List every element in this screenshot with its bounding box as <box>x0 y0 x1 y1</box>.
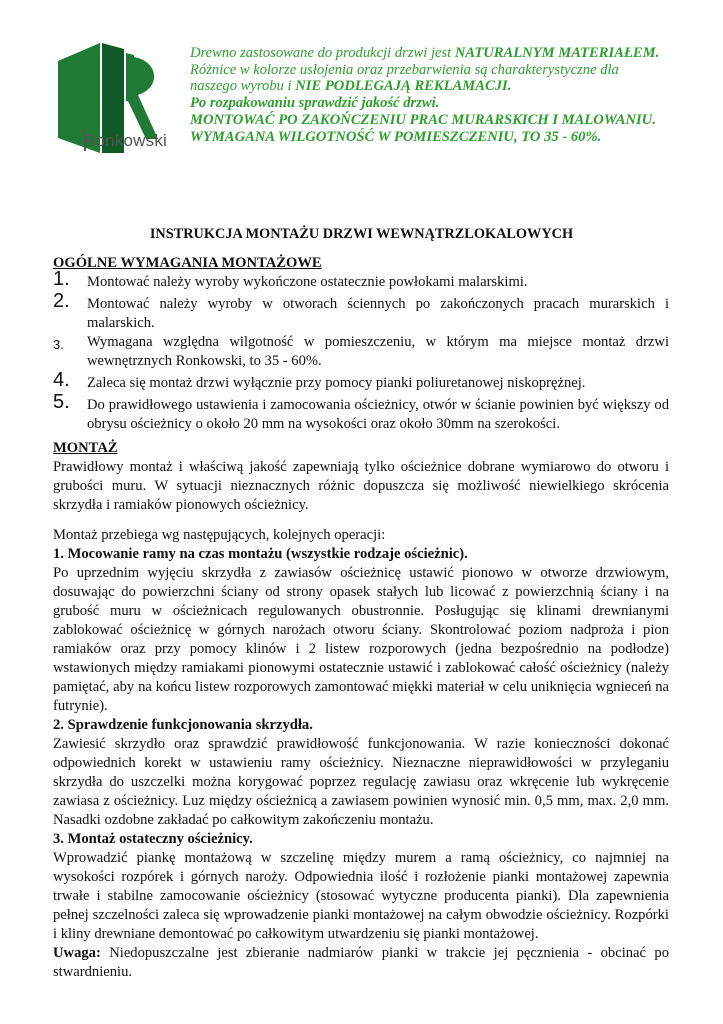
list-item <box>53 391 669 434</box>
warning-block <box>190 45 660 145</box>
list-item-text: Zaleca się montaż drzwi wyłącznie przy pomocy pianki poliuretanowej niskoprężnej. <box>87 375 586 391</box>
list-item <box>53 369 669 393</box>
step-3-title: 3. Montaż ostateczny ościeżnicy. <box>53 831 253 847</box>
warning-line-material <box>190 45 660 62</box>
step-2-title: 2. Sprawdzenie funkcjonowania skrzydła. <box>53 717 313 733</box>
document-title: INSTRUKCJA MONTAŻU DRZWI WEWNĄTRZLOKALOWYCH <box>149 226 574 242</box>
list-item <box>53 333 669 371</box>
spacer <box>53 515 669 526</box>
list-item-number: 2. <box>53 290 70 312</box>
step-3-text: Wprowadzić piankę montażową w szczelinę między murem a ramą ościeżnicy, co najmniej na wysokości rozpórek i górnych naroży. Odpowiednia ilość i rozłożenie pianki montażowej zapewnia trwałe i stabilne zamocowanie ościeżnicy (stosować wytyczne producenta pianki). Dla zapewnienia pełnej szczelności zaleca się wprowadzenie pianki montażowej na całym obwodzie ościeżnicy. Rozpórki i kliny drewniane demontować po całkowitym utwardzeniu się pianki montażowej. <box>53 850 669 942</box>
list-item-number: 4. <box>53 369 70 391</box>
note-text: Niedopuszczalne jest zbieranie nadmiarów pianki w trakcie jej pęcznienia - obcinać po stwardnieniu. <box>53 945 669 980</box>
logo-brand-text: Ronkowski <box>83 131 167 150</box>
warning-line-humidity: WYMAGANA WILGOTNOŚĆ W POMIESZCZENIU, TO 35 - 60%. <box>190 128 602 145</box>
list-item-text: Do prawidłowego ustawienia i zamocowania ościeżnicy, otwór w ścianie powinien być większy od obrysu ościeżnicy o około 20 mm na wysokości oraz około 30mm na szerokości. <box>87 397 669 432</box>
warning-line-check: Po rozpakowaniu sprawdzić jakość drzwi. <box>190 95 440 112</box>
warning-line-mount: MONTOWAĆ PO ZAKOŃCZENIU PRAC MURARSKICH I MALOWANIU. <box>190 111 656 128</box>
step-1-text: Po uprzednim wyjęciu skrzydła z zawiasów ościeżnicę ustawić pionowo w otworze drzwiowym, dosuwając do powierzchni ściany od strony opasek stałych lub licować z powierzchnią ściany i na grubość muru w ościeżnicach regulowanych obustronnie. Posługując się klinami drewnianymi zablokować ościeżnicę w górnych narożach otworu ściany. Skontrolować poziom nadproża i pion ramiaków oraz przy pomocy klinów i 2 listew rozporowych (jedna bezpośrednio na podłodze) wstawionych między ramiakami pionowymi ostatecznie ustawić i zablokować całość ościeżnicy (należy pamiętać, aby na końcu listew rozporowych zamontować miękki materiał w celu uniknięcia wgnieceń na futrynie). <box>53 565 669 714</box>
list-item <box>53 290 669 333</box>
general-requirements-heading: OGÓLNE WYMAGANIA MONTAŻOWE <box>53 255 322 271</box>
document-body <box>53 254 669 982</box>
list-item-text: Montować należy wyroby w otworach ściennych po zakończonych pracach murarskich i malarskich. <box>87 296 669 331</box>
list-item-number: 5. <box>53 391 70 413</box>
list-item-text: Wymagana względna wilgotność w pomieszczeniu, w którym ma miejsce montaż drzwi wewnętrznych Ronkowski, to 35 - 60%. <box>87 334 669 369</box>
warning-color-bold: NIE PODLEGAJĄ REKLAMACJI. <box>295 78 512 95</box>
montaz-heading: MONTAŻ <box>53 440 118 456</box>
warning-color-text: Różnice w kolorze usłojenia oraz przebarwienia są charakterystyczne dla naszego wyrobu i <box>190 61 619 95</box>
list-item-text: Montować należy wyroby wykończone ostatecznie powłokami malarskimi. <box>87 274 528 290</box>
montaz-intro: Prawidłowy montaż i właściwą jakość zapewniają tylko ościeżnice dobrane wymiarowo do otworu i grubości muru. W sytuacji nieznacznych różnic dopuszcza się możliwość niewielkiego skrócenia skrzydła i ramiaków pionowych ościeżnicy. <box>53 459 669 513</box>
warning-material-text: Drewno zastosowane do produkcji drzwi jest <box>190 45 455 61</box>
warning-line-color <box>190 62 660 95</box>
operations-intro: Montaż przebiega wg następujących, kolejnych operacji: <box>53 527 386 543</box>
general-requirements-list <box>53 268 669 434</box>
note-label: Uwaga: <box>53 945 101 961</box>
list-item-number: 1. <box>53 268 70 290</box>
step-2-text: Zawiesić skrzydło oraz sprawdzić prawidłowość funkcjonowania. W razie konieczności dokonać odpowiednich korekt w ustawieniu ramy ościeżnicy. Nieznaczne nieprawidłowości w przyleganiu skrzydła do uszczelki można korygować poprzez regulację zawiasu oraz wkręcenie lub wykręcenie zawiasa z ościeżnicy. Luz między ościeżnicą a zawiasem powinien wynosić min. 0,5 mm, max. 2,0 mm. Nasadki ozdobne zakładać po całkowitym zakończeniu montażu. <box>53 736 669 828</box>
note <box>53 944 669 982</box>
warning-material-bold: NATURALNYM MATERIAŁEM. <box>454 45 660 61</box>
step-1-title: 1. Mocowanie ramy na czas montażu (wszystkie rodzaje ościeżnic). <box>53 546 468 562</box>
list-item <box>53 268 669 292</box>
list-item-number: 3. <box>53 337 64 352</box>
